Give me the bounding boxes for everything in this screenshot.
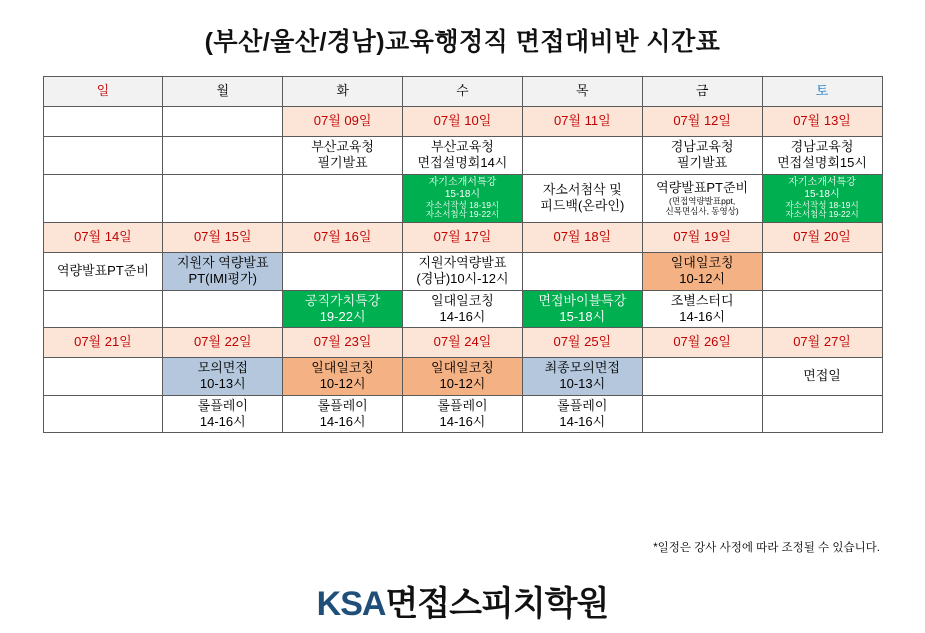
empty-cell: [762, 290, 882, 328]
event-line: 조별스터디: [670, 292, 734, 308]
event-row: [43, 174, 882, 223]
event-line: 10-12시: [319, 376, 366, 392]
event-line: 면접설명회14시: [417, 155, 508, 171]
date-cell: 07월 24일: [403, 328, 523, 358]
event-line: 10-12시: [679, 271, 726, 287]
event-cell: [522, 174, 642, 223]
date-cell: 07월 13일: [762, 107, 882, 137]
event-cell: [403, 290, 523, 328]
event-line: 경남교육청: [790, 139, 854, 154]
event-line: 일대일코칭: [311, 360, 374, 376]
empty-cell: [163, 290, 283, 328]
event-line: 자소서작성 18-19시: [425, 199, 500, 210]
event-line: 15-18시: [804, 188, 840, 200]
logo-name: 면접스피치학원: [385, 585, 609, 623]
event-line: 자기소개서특강: [788, 176, 856, 188]
event-cell: [163, 358, 283, 396]
event-cell: [283, 358, 403, 396]
event-line: 필기발표: [317, 155, 368, 171]
event-cell: [283, 395, 403, 433]
empty-cell: [642, 358, 762, 396]
empty-cell: [163, 174, 283, 223]
event-cell: [642, 174, 762, 223]
event-line: 일대일코칭: [431, 292, 494, 308]
empty-cell: [283, 253, 403, 291]
date-cell: 07월 10일: [403, 107, 523, 137]
date-cell: 07월 26일: [642, 328, 762, 358]
event-line: 신목면심사, 동영상): [665, 206, 739, 217]
event-line: 10-13시: [559, 376, 606, 392]
event-line: 14-16시: [559, 413, 606, 429]
event-line: 자소서첨삭 19-22시: [785, 209, 859, 220]
schedule-table-body: [43, 77, 882, 433]
event-line: 롤플레이: [437, 397, 488, 413]
empty-cell: [43, 395, 163, 433]
empty-cell: [43, 358, 163, 396]
date-cell: 07월 11일: [522, 107, 642, 137]
page-title: (부산/울산/경남)교육행정직 면접대비반 시간표: [204, 28, 721, 56]
date-cell: 07월 16일: [283, 223, 403, 253]
date-cell: 07월 17일: [403, 223, 523, 253]
event-line: 자소서첨삭 19-22시: [425, 209, 500, 220]
empty-cell: [283, 174, 403, 223]
event-row: [43, 137, 882, 175]
event-line: 15-18시: [444, 188, 481, 200]
logo-mark: KSA: [316, 585, 386, 623]
event-cell: [762, 358, 882, 396]
event-line: 롤플레이: [197, 397, 248, 413]
event-line: 면접일: [803, 368, 841, 384]
empty-cell: [522, 253, 642, 291]
column-header: 수: [403, 77, 523, 107]
event-cell: [163, 395, 283, 433]
date-cell: 07월 21일: [43, 328, 163, 358]
event-line: 롤플레이: [317, 397, 368, 413]
event-cell: [522, 395, 642, 433]
empty-cell: [163, 107, 283, 137]
event-line: 면접바이블특강: [538, 292, 627, 308]
column-header: 금: [642, 77, 762, 107]
column-header: 월: [163, 77, 283, 107]
brand-logo: [0, 576, 925, 625]
event-line: 공직가치특강: [304, 292, 381, 308]
column-header: 토: [762, 77, 882, 107]
event-line: 면접설명회15시: [777, 155, 867, 171]
event-line: 경남교육청: [670, 139, 734, 154]
event-line: 역량발표PT준비: [56, 263, 149, 279]
date-cell: 07월 20일: [762, 223, 882, 253]
event-cell: [522, 290, 642, 328]
empty-cell: [762, 253, 882, 291]
event-line: 14-16시: [439, 413, 486, 429]
event-row: [43, 290, 882, 328]
date-cell: 07월 19일: [642, 223, 762, 253]
event-cell: [762, 174, 882, 223]
date-cell: 07월 15일: [163, 223, 283, 253]
empty-cell: [43, 290, 163, 328]
event-line: 14-16시: [319, 413, 366, 429]
event-line: 모의면접: [197, 360, 248, 376]
empty-cell: [522, 137, 642, 175]
event-cell: [403, 137, 523, 175]
event-line: (경남)10시-12시: [416, 271, 509, 287]
table-header-row: [43, 77, 882, 107]
event-line: 지원자역량발표: [418, 255, 507, 271]
empty-cell: [43, 174, 163, 223]
event-line: 14-16시: [199, 413, 246, 429]
event-line: (면접역량발표ppt,: [669, 195, 736, 206]
event-cell: [403, 253, 523, 291]
date-row: [43, 107, 882, 137]
event-line: 부산교육청: [311, 139, 374, 154]
event-cell: [642, 290, 762, 328]
event-line: 지원자 역량발표: [177, 255, 269, 271]
event-line: 최종모의면접: [544, 360, 620, 376]
event-line: 롤플레이: [557, 397, 608, 413]
event-cell: [762, 137, 882, 175]
event-cell: [403, 358, 523, 396]
date-cell: 07월 23일: [283, 328, 403, 358]
event-line: 피드백(온라인): [540, 198, 625, 214]
event-cell: [283, 290, 403, 328]
event-cell: [642, 137, 762, 175]
empty-cell: [762, 395, 882, 433]
event-line: 일대일코칭: [670, 255, 734, 271]
event-row: [43, 358, 882, 396]
column-header: 화: [283, 77, 403, 107]
footnote: *일정은 강사 사정에 따라 조정될 수 있습니다.: [653, 542, 880, 554]
date-row: [43, 328, 882, 358]
empty-cell: [163, 137, 283, 175]
date-cell: 07월 18일: [522, 223, 642, 253]
event-line: 10-12시: [439, 376, 486, 392]
event-cell: [163, 253, 283, 291]
date-row: [43, 223, 882, 253]
empty-cell: [642, 395, 762, 433]
event-cell: [403, 174, 523, 223]
event-cell: [642, 253, 762, 291]
column-header: 목: [522, 77, 642, 107]
event-row: [43, 253, 882, 291]
empty-cell: [43, 107, 163, 137]
event-cell: [522, 358, 642, 396]
event-line: 10-13시: [199, 376, 246, 392]
event-line: 15-18시: [559, 308, 606, 324]
event-line: 일대일코칭: [431, 360, 494, 376]
event-row: [43, 395, 882, 433]
date-cell: 07월 09일: [283, 107, 403, 137]
date-cell: 07월 12일: [642, 107, 762, 137]
event-line: 역량발표PT준비: [656, 179, 749, 195]
schedule-table: [43, 76, 883, 433]
event-line: 19-22시: [319, 308, 366, 324]
date-cell: 07월 14일: [43, 223, 163, 253]
event-line: 자기소개서특강: [428, 176, 497, 188]
event-line: 자소서첨삭 및: [542, 182, 622, 198]
column-header: 일: [43, 77, 163, 107]
event-line: 부산교육청: [431, 139, 494, 154]
empty-cell: [43, 137, 163, 175]
event-line: 14-16시: [679, 308, 726, 324]
event-cell: [403, 395, 523, 433]
date-cell: 07월 25일: [522, 328, 642, 358]
event-line: PT(IMI평가): [188, 271, 257, 287]
date-cell: 07월 22일: [163, 328, 283, 358]
event-line: 자소서작성 18-19시: [785, 199, 859, 210]
event-line: 14-16시: [439, 308, 486, 324]
event-cell: [283, 137, 403, 175]
event-cell: [43, 253, 163, 291]
date-cell: 07월 27일: [762, 328, 882, 358]
event-line: 필기발표: [677, 155, 728, 171]
